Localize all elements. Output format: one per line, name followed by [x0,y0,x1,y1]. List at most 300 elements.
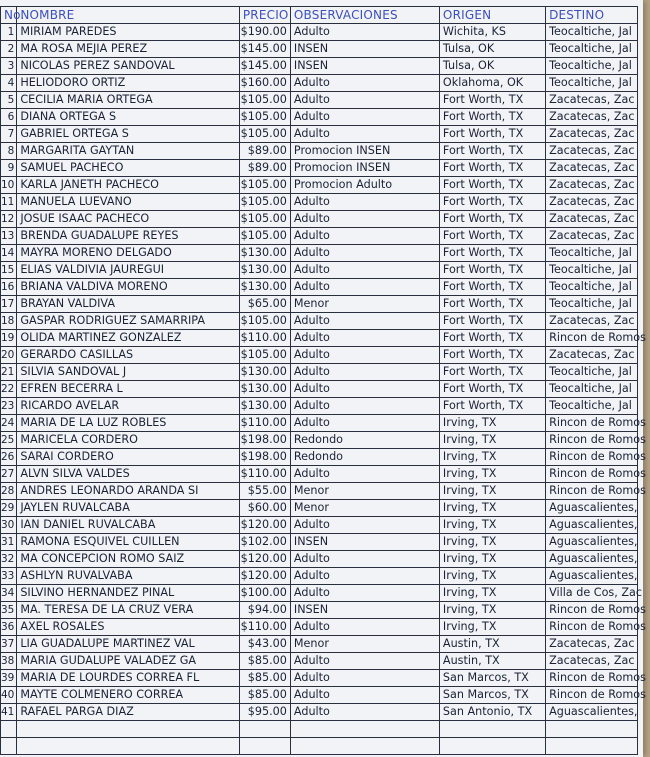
table-row [1,585,638,602]
destination-cell: Teocaltiche, Jal [546,262,638,279]
origin-cell: Fort Worth, TX [439,364,545,381]
origin-cell: Fort Worth, TX [439,126,545,143]
destination-cell: Aguascalientes, [546,500,638,517]
price-cell: $60.00 [239,500,290,517]
passenger-name: MAYTE COLMENERO CORREA [17,687,240,704]
price-cell: $102.00 [239,534,290,551]
table-row [1,483,638,500]
destination-cell: Teocaltiche, Jal [546,296,638,313]
observation-cell: Adulto [290,92,439,109]
row-number: 28 [1,483,17,500]
row-number: 25 [1,432,17,449]
row-number: 6 [1,109,17,126]
destination-cell: Zacatecas, Zac [546,653,638,670]
observation-cell: INSEN [290,41,439,58]
origin-cell: Fort Worth, TX [439,313,545,330]
origin-cell: Fort Worth, TX [439,228,545,245]
observation-cell: Promocion INSEN [290,143,439,160]
price-cell: $160.00 [239,75,290,92]
row-number: 18 [1,313,17,330]
observation-cell: Adulto [290,364,439,381]
origin-cell: Irving, TX [439,602,545,619]
empty-cell [439,738,545,755]
observation-cell: Adulto [290,585,439,602]
price-cell: $89.00 [239,143,290,160]
observation-cell: INSEN [290,58,439,75]
price-cell: $105.00 [239,92,290,109]
row-number: 33 [1,568,17,585]
header-nombre: NOMBRE [17,7,240,24]
table-row [1,313,638,330]
observation-cell: Adulto [290,313,439,330]
destination-cell: Aguascalientes, [546,534,638,551]
row-number: 15 [1,262,17,279]
price-cell: $110.00 [239,415,290,432]
observation-cell: Adulto [290,245,439,262]
observation-cell: Adulto [290,194,439,211]
destination-cell: Teocaltiche, Jal [546,398,638,415]
price-cell: $198.00 [239,432,290,449]
origin-cell: Irving, TX [439,432,545,449]
row-number: 38 [1,653,17,670]
destination-cell: Zacatecas, Zac [546,92,638,109]
origin-cell: Fort Worth, TX [439,177,545,194]
empty-cell [290,738,439,755]
origin-cell: Fort Worth, TX [439,194,545,211]
destination-cell: Rincon de Romos [546,670,638,687]
table-row [1,109,638,126]
passenger-name: SILVIA SANDOVAL J [17,364,240,381]
observation-cell: Adulto [290,330,439,347]
destination-cell: Zacatecas, Zac [546,109,638,126]
origin-cell: Irving, TX [439,500,545,517]
row-number: 21 [1,364,17,381]
row-number: 17 [1,296,17,313]
observation-cell: Adulto [290,466,439,483]
table-row [1,160,638,177]
destination-cell: Rincon de Romos [546,432,638,449]
origin-cell: Oklahoma, OK [439,75,545,92]
table-row [1,228,638,245]
passenger-name: MARIA DE LA LUZ ROBLES [17,415,240,432]
destination-cell: Teocaltiche, Jal [546,279,638,296]
passenger-name: MARIA DE LOURDES CORREA FL [17,670,240,687]
table-row [1,551,638,568]
observation-cell: INSEN [290,602,439,619]
price-cell: $105.00 [239,177,290,194]
origin-cell: Wichita, KS [439,24,545,41]
price-cell: $198.00 [239,449,290,466]
origin-cell: Fort Worth, TX [439,296,545,313]
origin-cell: Fort Worth, TX [439,279,545,296]
price-cell: $145.00 [239,58,290,75]
row-number: 14 [1,245,17,262]
price-cell: $55.00 [239,483,290,500]
passenger-name: CECILIA MARIA ORTEGA [17,92,240,109]
destination-cell: Aguascalientes, [546,517,638,534]
destination-cell: Aguascalientes, [546,568,638,585]
price-cell: $120.00 [239,517,290,534]
table-row [1,432,638,449]
row-number: 32 [1,551,17,568]
passenger-name: ANDRES LEONARDO ARANDA SI [17,483,240,500]
table-row [1,381,638,398]
origin-cell: Tulsa, OK [439,58,545,75]
destination-cell: Rincon de Romos [546,330,638,347]
observation-cell: Adulto [290,279,439,296]
price-cell: $105.00 [239,313,290,330]
row-number: 29 [1,500,17,517]
passenger-name: MA ROSA MEJIA PEREZ [17,41,240,58]
price-cell: $130.00 [239,245,290,262]
price-cell: $105.00 [239,228,290,245]
observation-cell: Adulto [290,704,439,721]
origin-cell: Fort Worth, TX [439,211,545,228]
table-row [1,126,638,143]
destination-cell: Teocaltiche, Jal [546,381,638,398]
table-row [1,296,638,313]
observation-cell: Promocion INSEN [290,160,439,177]
passenger-name: MA. TERESA DE LA CRUZ VERA [17,602,240,619]
origin-cell: Fort Worth, TX [439,143,545,160]
passenger-name: ALVN SILVA VALDES [17,466,240,483]
row-number: 5 [1,92,17,109]
passenger-name: BRENDA GUADALUPE REYES [17,228,240,245]
empty-cell [290,721,439,738]
origin-cell: Fort Worth, TX [439,92,545,109]
price-cell: $130.00 [239,364,290,381]
row-number: 16 [1,279,17,296]
destination-cell: Rincon de Romos [546,687,638,704]
price-cell: $110.00 [239,619,290,636]
price-cell: $120.00 [239,568,290,585]
header-origen: ORIGEN [439,7,545,24]
price-cell: $105.00 [239,126,290,143]
table-row [1,58,638,75]
passenger-name: DIANA ORTEGA S [17,109,240,126]
passenger-name: AXEL ROSALES [17,619,240,636]
price-cell: $190.00 [239,24,290,41]
observation-cell: Menor [290,483,439,500]
observation-cell: Adulto [290,517,439,534]
destination-cell: Aguascalientes, [546,551,638,568]
destination-cell: Villa de Cos, Zac [546,585,638,602]
price-cell: $130.00 [239,398,290,415]
origin-cell: Fort Worth, TX [439,160,545,177]
passenger-name: BRAYAN VALDIVA [17,296,240,313]
row-number: 22 [1,381,17,398]
observation-cell: Adulto [290,126,439,143]
price-cell: $65.00 [239,296,290,313]
passenger-name: NICOLAS PEREZ SANDOVAL [17,58,240,75]
row-number: 23 [1,398,17,415]
row-number: 7 [1,126,17,143]
table-row [1,415,638,432]
table-row [1,687,638,704]
empty-cell [17,721,240,738]
destination-cell: Rincon de Romos [546,466,638,483]
observation-cell: Adulto [290,211,439,228]
passenger-name: MARIA GUDALUPE VALADEZ GA [17,653,240,670]
destination-cell: Teocaltiche, Jal [546,245,638,262]
row-number: 12 [1,211,17,228]
destination-cell: Zacatecas, Zac [546,228,638,245]
table-row [1,670,638,687]
destination-cell: Teocaltiche, Jal [546,364,638,381]
row-number: 26 [1,449,17,466]
empty-cell [1,721,17,738]
row-number: 13 [1,228,17,245]
origin-cell: Fort Worth, TX [439,347,545,364]
price-cell: $95.00 [239,704,290,721]
passenger-name: MANUELA LUEVANO [17,194,240,211]
price-cell: $94.00 [239,602,290,619]
price-cell: $120.00 [239,551,290,568]
destination-cell: Rincon de Romos [546,415,638,432]
row-number: 41 [1,704,17,721]
passenger-name: EFREN BECERRA L [17,381,240,398]
passenger-name: ASHLYN RUVALVABA [17,568,240,585]
row-number: 3 [1,58,17,75]
header-row [1,7,638,24]
row-number: 30 [1,517,17,534]
origin-cell: Austin, TX [439,636,545,653]
origin-cell: San Marcos, TX [439,670,545,687]
price-cell: $145.00 [239,41,290,58]
price-cell: $43.00 [239,636,290,653]
row-number: 35 [1,602,17,619]
observation-cell: Adulto [290,687,439,704]
table-row [1,466,638,483]
price-cell: $110.00 [239,330,290,347]
observation-cell: Adulto [290,109,439,126]
row-number: 8 [1,143,17,160]
origin-cell: Austin, TX [439,653,545,670]
passenger-name: JAYLEN RUVALCABA [17,500,240,517]
price-cell: $105.00 [239,347,290,364]
origin-cell: Fort Worth, TX [439,245,545,262]
row-number: 31 [1,534,17,551]
destination-cell: Rincon de Romos [546,602,638,619]
row-number: 40 [1,687,17,704]
destination-cell: Zacatecas, Zac [546,313,638,330]
row-number: 4 [1,75,17,92]
empty-cell [439,721,545,738]
table-row [1,24,638,41]
destination-cell: Teocaltiche, Jal [546,75,638,92]
destination-cell: Zacatecas, Zac [546,177,638,194]
price-cell: $105.00 [239,194,290,211]
table-row [1,704,638,721]
table-row [1,75,638,92]
passenger-name: MAYRA MORENO DELGADO [17,245,240,262]
origin-cell: Irving, TX [439,619,545,636]
passenger-name: RAMONA ESQUIVEL CUILLEN [17,534,240,551]
price-cell: $85.00 [239,653,290,670]
destination-cell: Zacatecas, Zac [546,636,638,653]
observation-cell: Adulto [290,24,439,41]
destination-cell: Zacatecas, Zac [546,211,638,228]
observation-cell: Adulto [290,262,439,279]
price-cell: $130.00 [239,279,290,296]
passenger-name: MARGARITA GAYTAN [17,143,240,160]
observation-cell: Adulto [290,568,439,585]
passenger-name: GERARDO CASILLAS [17,347,240,364]
row-number: 9 [1,160,17,177]
table-row [1,364,638,381]
passenger-name: GABRIEL ORTEGA S [17,126,240,143]
table-row [1,245,638,262]
price-cell: $110.00 [239,466,290,483]
price-cell: $130.00 [239,381,290,398]
origin-cell: Irving, TX [439,534,545,551]
row-number: 19 [1,330,17,347]
destination-cell: Teocaltiche, Jal [546,24,638,41]
observation-cell: Redondo [290,432,439,449]
table-row [1,517,638,534]
observation-cell: Promocion Adulto [290,177,439,194]
origin-cell: Irving, TX [439,449,545,466]
origin-cell: Fort Worth, TX [439,330,545,347]
table-row [1,347,638,364]
price-cell: $89.00 [239,160,290,177]
destination-cell: Teocaltiche, Jal [546,58,638,75]
empty-row [1,721,638,738]
price-cell: $130.00 [239,262,290,279]
observation-cell: Adulto [290,551,439,568]
empty-cell [17,738,240,755]
observation-cell: Adulto [290,398,439,415]
destination-cell: Zacatecas, Zac [546,126,638,143]
table-row [1,92,638,109]
origin-cell: Fort Worth, TX [439,109,545,126]
passenger-name: BRIANA VALDIVA MORENO [17,279,240,296]
price-cell: $105.00 [239,109,290,126]
origin-cell: Irving, TX [439,415,545,432]
header-observaciones: OBSERVACIONES [290,7,439,24]
observation-cell: Adulto [290,347,439,364]
header-destino: DESTINO [546,7,638,24]
origin-cell: Irving, TX [439,568,545,585]
passenger-name: IAN DANIEL RUVALCABA [17,517,240,534]
table-row [1,177,638,194]
table-row [1,279,638,296]
origin-cell: Irving, TX [439,483,545,500]
passenger-table [0,6,646,755]
row-number: 37 [1,636,17,653]
passenger-name: MARICELA CORDERO [17,432,240,449]
passenger-name: RAFAEL PARGA DIAZ [17,704,240,721]
observation-cell: Adulto [290,670,439,687]
price-cell: $85.00 [239,670,290,687]
origin-cell: Fort Worth, TX [439,381,545,398]
destination-cell: Rincon de Romos [546,449,638,466]
empty-cell [546,738,638,755]
observation-cell: Adulto [290,415,439,432]
table-row [1,449,638,466]
row-number: 11 [1,194,17,211]
passenger-name: MA CONCEPCION ROMO SAIZ [17,551,240,568]
table-row [1,41,638,58]
table-row [1,653,638,670]
origin-cell: Fort Worth, TX [439,262,545,279]
row-number: 34 [1,585,17,602]
passenger-name: OLIDA MARTINEZ GONZALEZ [17,330,240,347]
observation-cell: Menor [290,636,439,653]
origin-cell: Irving, TX [439,585,545,602]
row-number: 36 [1,619,17,636]
passenger-name: SARAI CORDERO [17,449,240,466]
empty-cell [1,738,17,755]
origin-cell: Fort Worth, TX [439,398,545,415]
row-number: 39 [1,670,17,687]
observation-cell: Menor [290,296,439,313]
passenger-name: RICARDO AVELAR [17,398,240,415]
passenger-name: GASPAR RODRIGUEZ SAMARRIPA [17,313,240,330]
origin-cell: San Antonio, TX [439,704,545,721]
observation-cell: INSEN [290,534,439,551]
passenger-name: JOSUE ISAAC PACHECO [17,211,240,228]
table-body [1,24,646,755]
empty-row [1,738,638,755]
row-number: 24 [1,415,17,432]
observation-cell: Adulto [290,228,439,245]
header-precio: PRECIO [239,7,290,24]
price-cell: $100.00 [239,585,290,602]
observation-cell: Menor [290,500,439,517]
row-number: 10 [1,177,17,194]
price-cell: $85.00 [239,687,290,704]
passenger-name: ELIAS VALDIVIA JAUREGUI [17,262,240,279]
destination-cell: Aguascalientes, [546,704,638,721]
table-row [1,534,638,551]
destination-cell: Rincon de Romos [546,619,638,636]
table-row [1,619,638,636]
observation-cell: Adulto [290,381,439,398]
row-number: 20 [1,347,17,364]
destination-cell: Zacatecas, Zac [546,194,638,211]
table-row [1,636,638,653]
table-row [1,211,638,228]
row-number: 2 [1,41,17,58]
table-row [1,568,638,585]
destination-cell: Rincon de Romos [546,483,638,500]
empty-cell [239,721,290,738]
empty-cell [546,721,638,738]
destination-cell: Zacatecas, Zac [546,347,638,364]
row-number: 1 [1,24,17,41]
origin-cell: Irving, TX [439,551,545,568]
destination-cell: Zacatecas, Zac [546,143,638,160]
origin-cell: Irving, TX [439,466,545,483]
observation-cell: Adulto [290,653,439,670]
observation-cell: Redondo [290,449,439,466]
header-no: No. [1,7,17,24]
passenger-name: SILVINO HERNANDEZ PINAL [17,585,240,602]
passenger-name: KARLA JANETH PACHECO [17,177,240,194]
empty-cell [239,738,290,755]
passenger-name: SAMUEL PACHECO [17,160,240,177]
origin-cell: San Marcos, TX [439,687,545,704]
table-row [1,143,638,160]
price-cell: $105.00 [239,211,290,228]
origin-cell: Tulsa, OK [439,41,545,58]
table-row [1,330,638,347]
table-row [1,602,638,619]
passenger-name: MIRIAM PAREDES [17,24,240,41]
observation-cell: Adulto [290,619,439,636]
destination-cell: Zacatecas, Zac [546,160,638,177]
